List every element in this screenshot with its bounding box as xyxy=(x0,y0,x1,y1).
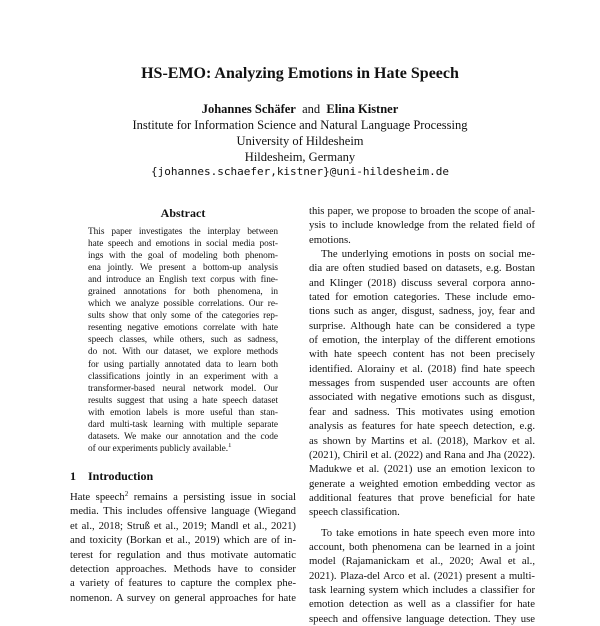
text-line: Madukwe et al. (2021) use an emotion lexicon to xyxy=(309,463,535,476)
text-line: (2021), Chiril et al. (2022) and Rana and Jha (2022). xyxy=(309,448,535,461)
author-2: Elina Kistner xyxy=(326,102,399,116)
text-line: Hate speech$^2$ remains a persisting issue in social xyxy=(70,490,296,503)
text-line: messages from suspended user accounts are often xyxy=(309,377,535,390)
text-line: tated for emotion categories. These include emo- xyxy=(309,291,535,304)
text-line: This paper investigates the interplay between xyxy=(88,227,278,237)
text-line: detection approaches. Methods have to consider xyxy=(70,562,296,575)
text-line: associated with negative emotions such as disgust, xyxy=(309,391,535,404)
abstract-body xyxy=(88,226,278,455)
text-line: model (Rajamanickam et al., 2020; Awal et al., xyxy=(309,555,535,568)
text-line: dia are often studied based on datasets, e.g. Bostan xyxy=(309,262,535,275)
section-title: Introduction xyxy=(88,469,154,483)
text-line: media. This includes offensive language (Wiegand xyxy=(70,505,296,518)
text-line: with hate speech content has not been precisely xyxy=(309,348,535,361)
text-line: with emotion labels is more useful than stan- xyxy=(88,407,278,418)
author-1: Johannes Schäfer xyxy=(201,102,296,116)
text-line: which we analyze possible correlations. Our re- xyxy=(88,299,278,310)
section-heading xyxy=(70,469,153,484)
text-line: tions such as anger, disgust, sadness, joy, fear and xyxy=(309,305,535,318)
text-line: ena jointly. We present a bottom-up analysis xyxy=(88,263,278,274)
text-fragment: remains a persisting issue in social xyxy=(128,491,296,503)
text-line: terest for regulation and thus motivate automatic xyxy=(70,548,296,561)
affiliation-location: Hildesheim, Germany xyxy=(244,150,356,164)
text-line: speech and offensive language detection. They use xyxy=(309,612,535,625)
paper-title: HS-EMO: Analyzing Emotions in Hate Speech xyxy=(141,65,459,82)
text-line: 2021). Plaza-del Arco et al. (2021) present a multi- xyxy=(309,569,535,582)
text-line: additional features that prove beneficial for hate xyxy=(309,491,535,504)
text-line: To take emotions in hate speech even more into xyxy=(321,526,535,539)
text-line: nomenon. A survey on general approaches for hate xyxy=(70,591,296,604)
text-line: and introduce an English text corpus with fine- xyxy=(88,275,278,286)
text-line: surprise. Although hate can be considered a type xyxy=(309,319,535,332)
text-line: and toxicity (Borkan et al., 2019) which are of in- xyxy=(70,534,296,547)
author-email: {johannes.schaefer,kistner}@uni-hildesheim.de xyxy=(150,165,449,178)
footnote-marker: 1 xyxy=(228,442,232,449)
text-line: transformer-based neural network model. Our xyxy=(88,383,278,394)
author-conjunction: and xyxy=(302,102,321,116)
affiliation-university: University of Hildesheim xyxy=(236,134,364,148)
text-line: speech classes, while others, such as sadness, xyxy=(88,335,278,346)
text-line: of emotion, the interplay of the different emotions xyxy=(309,334,535,347)
text-line: a variety of features to capture the complex phe- xyxy=(70,577,296,590)
text-line: generate a weighted emotion embedding vector as xyxy=(309,477,535,490)
section-number: 1 xyxy=(70,469,76,483)
text-line: speech classification. xyxy=(309,506,400,519)
text-line: ysis to include knowledge from the related field of xyxy=(309,219,535,232)
text-line: do not. With our dataset, we explore methods xyxy=(88,347,278,358)
text-line: ings with the goal of modeling both phenom- xyxy=(88,251,278,262)
text-line: resenting negative emotions correlate with hate xyxy=(88,323,278,334)
text-line: account, both phenomena can be learned in a joint xyxy=(309,540,535,553)
text-line: analysis as features for hate speech detection, e.g. xyxy=(309,420,535,433)
text-line: dard multi-task learning with multiple separate xyxy=(88,419,278,430)
right-column-body xyxy=(309,204,535,626)
text-line: hate speech and emotions in social media post- xyxy=(88,239,278,250)
text-line: and Klinger (2018) discuss several corpora anno- xyxy=(309,276,535,289)
text-line: fear and sadness. This motivates using emotion xyxy=(309,405,535,418)
text-line: classifications jointly in an experiment with a xyxy=(88,371,278,382)
text-line: grained annotations for both phenomena, in xyxy=(88,287,278,298)
text-line: of our experiments publicly available.$^1$ xyxy=(88,442,232,454)
text-line: identified. Alorainy et al. (2018) find hate speech xyxy=(309,362,535,375)
text-line: task learning system which includes a classifier for xyxy=(309,583,535,596)
abstract-heading: Abstract xyxy=(160,206,206,220)
footnote-marker: 2 xyxy=(124,490,129,498)
text-line: for using partially annotated data to learn both xyxy=(88,359,278,370)
introduction-body xyxy=(70,490,296,605)
text-line: results suggest that using a hate speech dataset xyxy=(88,395,278,406)
text-line: this paper, we propose to broaden the scope of anal- xyxy=(309,205,535,217)
author-line xyxy=(0,102,600,117)
text-line: The underlying emotions in posts on social me- xyxy=(321,248,535,261)
text-line: sults show that only some of the categories rep- xyxy=(88,311,278,322)
text-line: emotions. xyxy=(309,233,351,246)
text-line: et al., 2018; Struß et al., 2019; Mandl et al., 2021) xyxy=(70,519,296,532)
text-line: datasets. We make our annotation and the code xyxy=(88,431,278,442)
text-line: emotion detection as well as a classifier for hate xyxy=(309,598,535,611)
text-line: as shown by Martins et al. (2018), Markov et al. xyxy=(309,434,535,447)
affiliation-institute: Institute for Information Science and Natural Language Processing xyxy=(132,118,468,132)
